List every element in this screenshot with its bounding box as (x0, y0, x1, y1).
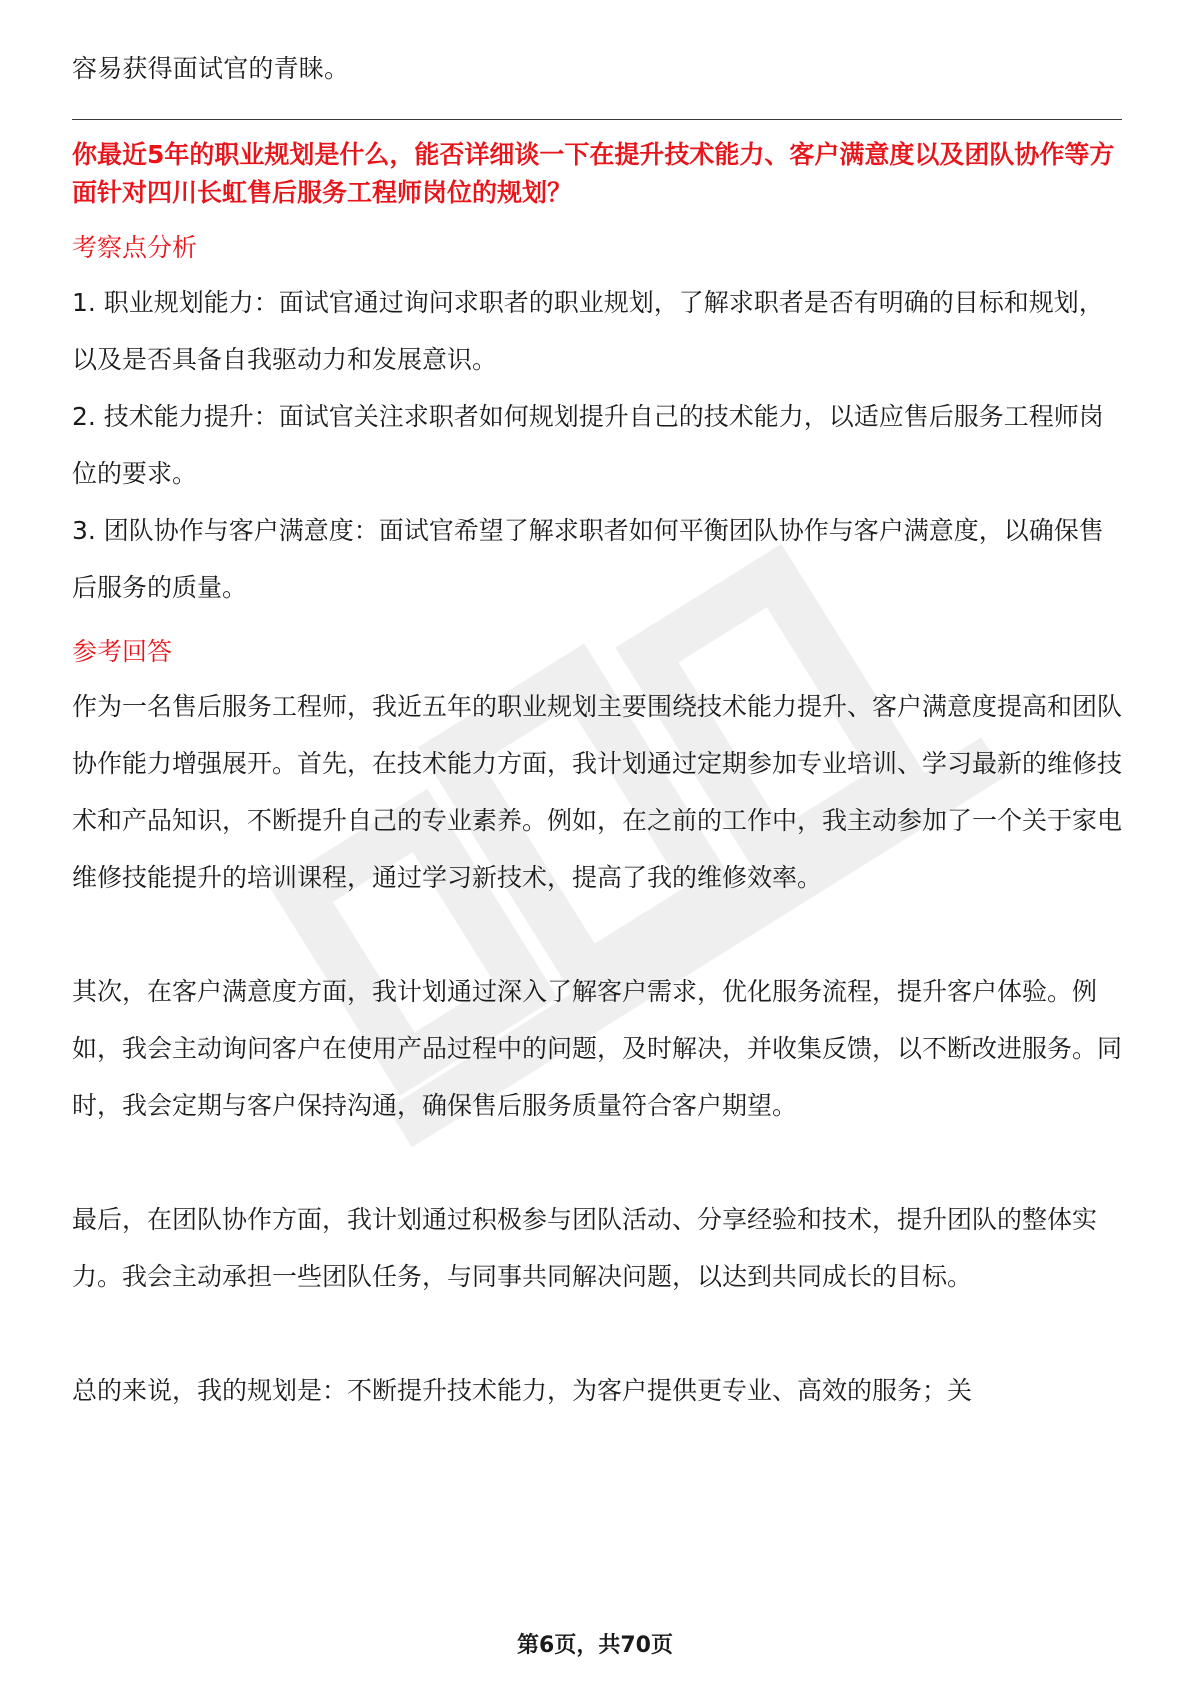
answer-paragraph: 总的来说，我的规划是：不断提升技术能力，为客户提供更专业、高效的服务；关 (72, 1376, 973, 1405)
analysis-item: 3. 团队协作与客户满意度：面试官希望了解求职者如何平衡团队协作与客户满意度，以确保售后服务的质量。 (72, 516, 1104, 602)
document-content (72, 40, 1122, 1419)
interview-question: 你最近5年的职业规划是什么，能否详细谈一下在提升技术能力、客户满意度以及团队协作等方面针对四川长虹售后服务工程师岗位的规划？ (72, 140, 1115, 207)
page-number: 第6页，共70页 (517, 1633, 673, 1658)
previous-answer-ending: 容易获得面试官的青睐。 (72, 54, 350, 83)
analysis-item: 1. 职业规划能力：面试官通过询问求职者的职业规划，了解求职者是否有明确的目标和规划，以及是否具备自我驱动力和发展意识。 (72, 288, 1104, 374)
answer-heading: 参考回答 (72, 637, 173, 666)
answer-body (72, 678, 1122, 1419)
answer-paragraph: 最后，在团队协作方面，我计划通过积极参与团队活动、分享经验和技术，提升团队的整体实力。我会主动承担一些团队任务，与同事共同解决问题，以达到共同成长的目标。 (72, 1205, 1098, 1291)
answer-paragraph: 作为一名售后服务工程师，我近五年的职业规划主要围绕技术能力提升、客户满意度提高和团队协作能力增强展开。首先，在技术能力方面，我计划通过定期参加专业培训、学习最新的维修技术和产品知识，不断提升自己的专业素养。例如，在之前的工作中，我主动参加了一个关于家电维修技能提升的培训课程，通过学习新技术，提高了我的维修效率。 (72, 692, 1123, 892)
section-divider (72, 119, 1122, 120)
analysis-item: 2. 技术能力提升：面试官关注求职者如何规划提升自己的技术能力，以适应售后服务工程师岗位的要求。 (72, 402, 1104, 488)
answer-paragraph: 其次，在客户满意度方面，我计划通过深入了解客户需求，优化服务流程，提升客户体验。例如，我会主动询问客户在使用产品过程中的问题，及时解决，并收集反馈，以不断改进服务。同时，我会定期与客户保持沟通，确保售后服务质量符合客户期望。 (72, 977, 1123, 1120)
analysis-heading: 考察点分析 (72, 233, 198, 262)
analysis-list (72, 274, 1122, 616)
